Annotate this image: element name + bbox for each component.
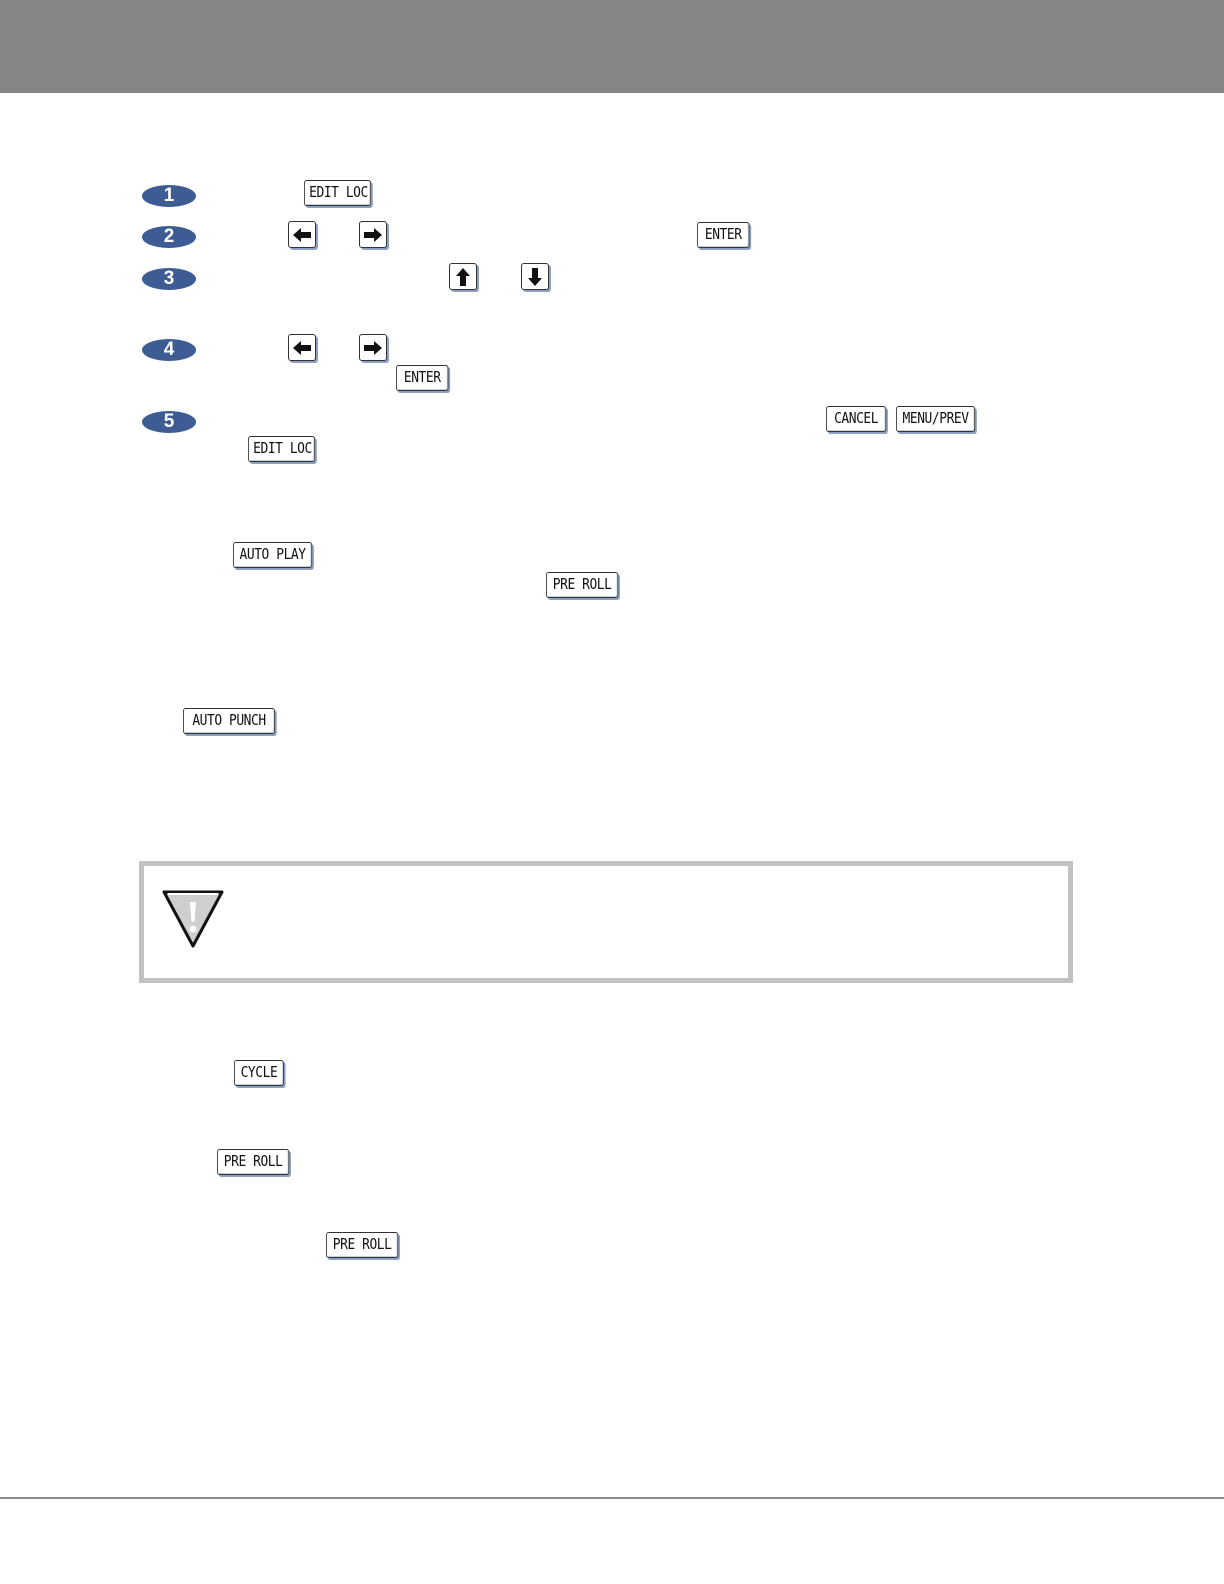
step-badge-2: 2 <box>142 226 196 248</box>
auto-punch-key: AUTO PUNCH <box>183 708 275 734</box>
step-badge-5: 5 <box>142 411 196 433</box>
pre-roll-key: PRE ROLL <box>546 572 618 598</box>
right-arrow-key <box>359 221 387 248</box>
left-arrow-icon <box>293 341 311 355</box>
cycle-key: CYCLE <box>234 1060 284 1086</box>
enter-key: ENTER <box>697 222 749 248</box>
down-arrow-icon <box>528 268 542 286</box>
right-arrow-icon <box>364 341 382 355</box>
up-arrow-icon <box>456 268 470 286</box>
left-arrow-key <box>288 334 316 361</box>
enter-key: ENTER <box>396 365 448 391</box>
right-arrow-key <box>359 334 387 361</box>
down-arrow-key <box>521 263 549 290</box>
cancel-key: CANCEL <box>826 406 886 432</box>
edit-loc-key: EDIT LOC <box>248 436 315 462</box>
edit-loc-key: EDIT LOC <box>304 180 371 206</box>
pre-roll-key: PRE ROLL <box>326 1232 398 1258</box>
up-arrow-key <box>449 263 477 290</box>
note-box <box>139 861 1073 983</box>
step-badge-1: 1 <box>142 185 196 207</box>
pre-roll-key: PRE ROLL <box>217 1149 289 1175</box>
step-badge-4: 4 <box>142 339 196 361</box>
auto-play-key: AUTO PLAY <box>233 542 312 568</box>
step-badge-3: 3 <box>142 268 196 290</box>
footer-rule <box>0 1497 1224 1499</box>
menu-prev-key: MENU/PREV <box>896 406 975 432</box>
warning-triangle-icon <box>160 888 226 950</box>
header-bar <box>0 0 1224 93</box>
right-arrow-icon <box>364 228 382 242</box>
left-arrow-key <box>288 221 316 248</box>
left-arrow-icon <box>293 228 311 242</box>
